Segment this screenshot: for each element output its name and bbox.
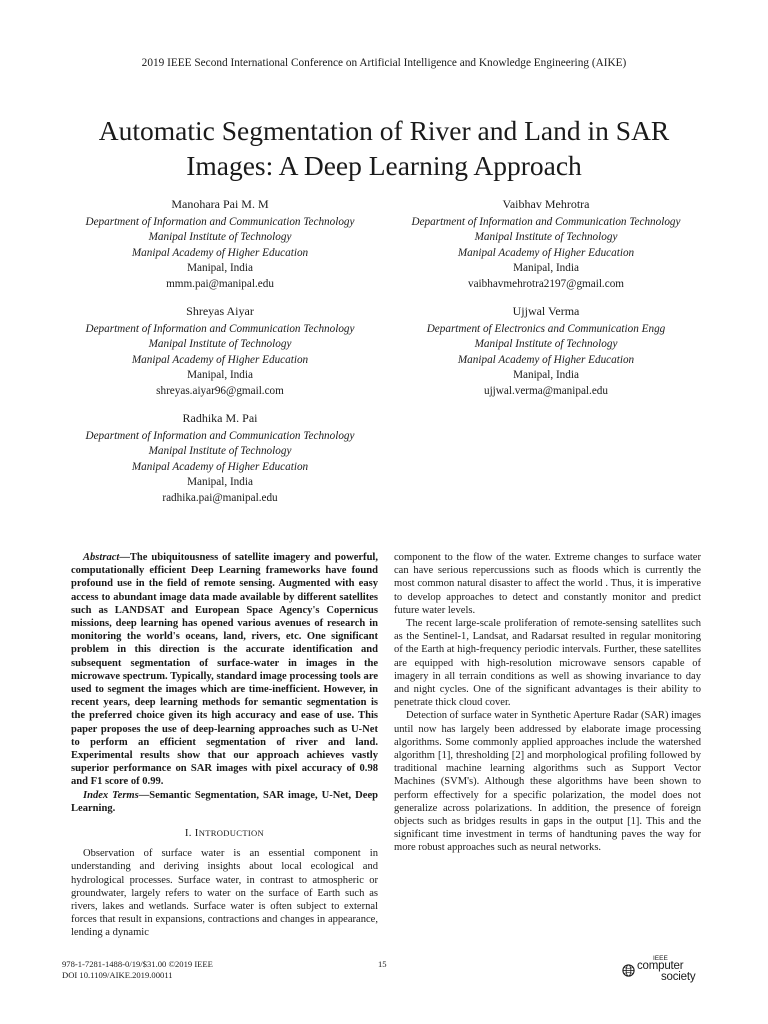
author-location: Manipal, India [513,262,579,275]
page-number: 15 [378,959,387,969]
author-institute: Manipal Institute of Technology [148,231,292,244]
logo-society-text: society [661,971,696,983]
title-line-1: Automatic Segmentation of River and Land in SAR [98,115,670,146]
author-department: Department of Information and Communication Technology [85,429,355,442]
index-terms [71,789,378,815]
author-institute: Manipal Institute of Technology [148,338,292,351]
author-email: mmm.pai@manipal.edu [166,277,274,290]
author-academy: Manipal Academy of Higher Education [131,460,309,473]
abstract [71,551,378,789]
footer-identifiers [62,959,213,980]
author-location: Manipal, India [513,369,579,382]
author-location: Manipal, India [187,476,253,489]
author-block-5 [55,411,385,507]
left-column [71,551,378,940]
author-location: Manipal, India [187,262,253,275]
globe-icon [622,964,635,977]
author-block-2 [381,197,711,293]
author-block-4 [381,304,711,400]
right-column [394,551,701,855]
body-paragraph: The recent large-scale proliferation of remote-sensing satellites such as the Sentinel-1, Landsat, and Radarsat resulted in regular monitoring of the Earth at high-frequency periodic intervals. Further, these satellites are equipped with high-resolution microwave sensors capable of imagery in all terrain conditions as well as showing invariance to day and night cycles. One of the significant advantages is their ability to penetrate thick cloud cover. [394,618,701,709]
body-paragraph: Detection of surface water in Synthetic Aperture Radar (SAR) images until now has largely been addressed by elaborate image processing algorithms. Some commonly applied approaches include the watershed algorithm [1], thresholding [2] and morphological profiling followed by traditional machine learning algorithms such as Support Vector Machines (SVM's). Although these algorithms have been shown to perform effectively for a specific polarization, the model does not generalize across polarizations. In addition, the presence of foreign objects such as bridges results in gaps in the output [1]. This and the significant time investment in terms of handtuning paves the way for more robust approaches such as neural networks. [394,710,701,854]
author-name: Vaibhav Mehrotra [502,197,590,211]
index-terms-text: —Semantic Segmentation, SAR image, U-Net, Deep Learning. [71,789,378,814]
logo-computer-text: computer [637,960,684,972]
author-institute: Manipal Institute of Technology [474,338,618,351]
author-block-1 [55,197,385,293]
section-heading-introduction [71,827,378,840]
author-email: radhika.pai@manipal.edu [162,491,278,504]
author-institute: Manipal Institute of Technology [148,445,292,458]
section-numeral: I. I [184,827,199,840]
author-department: Department of Information and Communication Technology [411,215,681,228]
author-department: Department of Electronics and Communication Engg [426,322,666,335]
intro-paragraph: Observation of surface water is an essential component in understanding and deriving insights about local ecological and hydrological processes. Surface water, in contrast to atmospheric or groundwater, largely refers to water on the surface of Earth such as rivers, lakes and wetlands. Surface water is often subject to external forces that result in expansions, contractions and changes in appearance, lending a dynamic [71,848,378,939]
section-title-rest: NTRODUCTION [198,828,265,839]
author-name: Ujjwal Verma [512,304,580,318]
author-academy: Manipal Academy of Higher Education [131,246,309,259]
logo-ieee-text: IEEE [653,955,668,962]
index-terms-label: Index Terms [83,789,139,801]
author-email: ujjwal.verma@manipal.edu [483,384,608,397]
author-department: Department of Information and Communication Technology [85,322,355,335]
author-department: Department of Information and Communication Technology [85,215,355,228]
paper-title [60,113,708,183]
author-name: Radhika M. Pai [182,411,258,425]
author-email: shreyas.aiyar96@gmail.com [156,384,284,397]
footer-isbn: 978-1-7281-1488-0/19/$31.00 ©2019 IEEE [62,959,213,969]
author-institute: Manipal Institute of Technology [474,231,618,244]
abstract-label: Abstract [83,552,120,563]
author-name: Shreyas Aiyar [186,304,254,318]
abstract-text: —The ubiquitousness of satellite imagery and powerful, computationally efficient Deep Learning frameworks have found profound use in the field of remote sensing. Augmented with easy access to abundant image data made available by different satellites such as LANDSAT and European Space Agency's Copernicus missions, deep learning has opened various avenues of research in monitoring the world's oceans, land, rivers, etc. One significant problem in this direction is the accurate identification and subsequent segmentation of surface-water in images in the microwave spectrum. Typically, standard image processing tools are used to segment the images which are time-inefficient. However, in recent years, deep learning methods for semantic segmentation is the preferred choice given its high accuracy and ease of use. This paper proposes the use of deep-learning approaches such as U-Net to perform an efficient segmentation of river and land. Experimental results show that our approach achieves vastly superior performance on SAR images with pixel accuracy of 0.98 and F1 score of 0.99. [71,552,378,788]
conference-header: 2019 IEEE Second International Conference on Artificial Intelligence and Knowledge Engineering (AIKE) [141,57,627,69]
author-location: Manipal, India [187,369,253,382]
footer-doi: DOI 10.1109/AIKE.2019.00011 [62,969,173,980]
author-academy: Manipal Academy of Higher Education [457,246,635,259]
author-academy: Manipal Academy of Higher Education [457,353,635,366]
body-paragraph: component to the flow of the water. Extreme changes to surface water can have serious repercussions such as floods which is currently the most common natural disaster to affect the world . Thus, it is imperative to develop approaches to detect and constantly monitor and predict future water levels. [394,552,701,616]
title-line-2: Images: A Deep Learning Approach [186,150,582,181]
author-name: Manohara Pai M. M [171,197,269,211]
author-academy: Manipal Academy of Higher Education [131,353,309,366]
ieee-computer-society-logo [622,955,712,985]
author-block-3 [55,304,385,400]
author-email: vaibhavmehrotra2197@gmail.com [467,277,624,290]
